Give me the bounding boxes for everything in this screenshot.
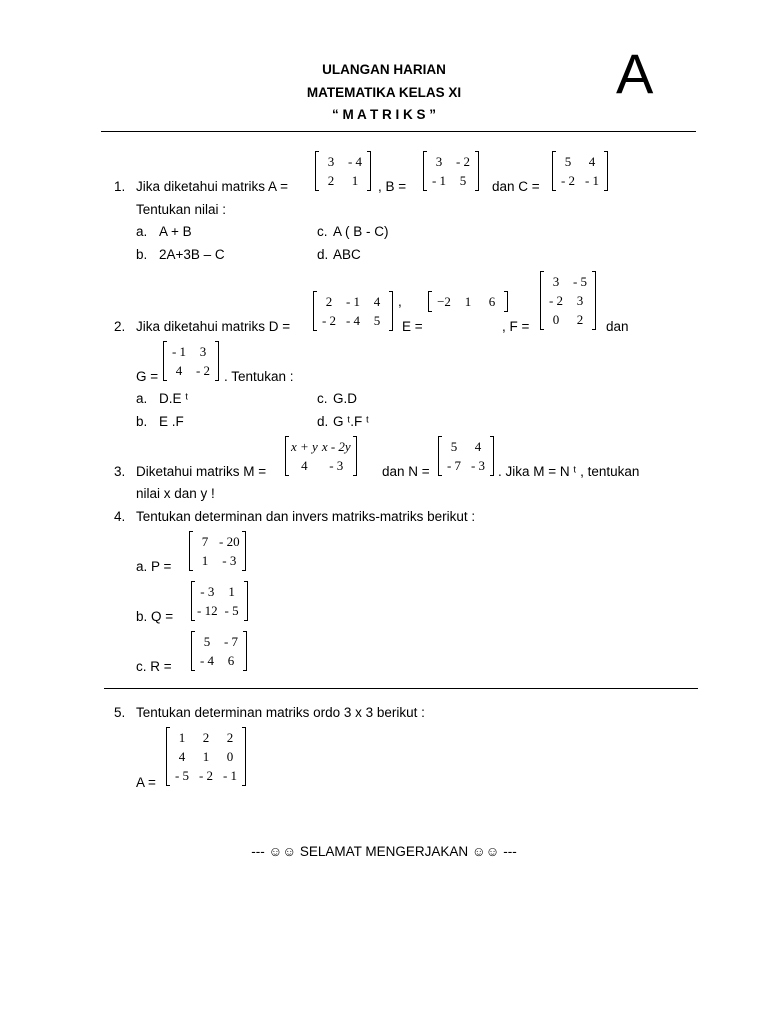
q1-option-a-letter: a. [136,224,148,239]
matrix-cell: 1 [178,730,186,745]
matrix-cell: x + y [291,439,318,454]
matrix-cell: 1 [228,584,235,599]
matrix-cell: - 3 [329,458,344,473]
matrix-cell: 2 [202,730,210,745]
matrix-cell: 2 [576,312,584,327]
matrix-cell: - 2 [548,293,564,308]
matrix-cell: - 2 [321,313,337,328]
matrix-cell: 3 [327,154,335,169]
q2-option-a-letter: a. [136,391,148,406]
matrix-cell: - 2 [455,154,471,169]
matrix-cell: 7 [201,534,209,549]
q1-option-b-text: 2A+3B – C [159,247,225,262]
q2-number: 2. [114,319,126,334]
q4-matrix-p [189,532,246,570]
q4-item-c-label: c. R = [136,659,172,674]
q4-number: 4. [114,509,126,524]
matrix-cell: 5 [459,173,467,188]
q1-matrix-a [315,152,371,190]
q4-text: Tentukan determinan dan invers matriks-matriks berikut : [136,509,476,524]
matrix-cell: 0 [226,749,234,764]
q4-matrix-q [191,582,248,620]
matrix-cell: 6 [488,294,496,309]
q1-option-b-letter: b. [136,247,148,262]
exam-variant: A [616,42,654,105]
q1-matrix-c [552,152,608,190]
q2-option-b-text: E .F [159,414,184,429]
q2-g-label: G = [136,369,159,384]
matrix-cell: 2 [226,730,234,745]
q5-matrix-a [166,728,246,785]
matrix-cell: - 2 [560,173,576,188]
q4-matrix-r [191,632,247,670]
matrix-cell: - 1 [222,768,238,783]
matrix-cell: - 1 [584,173,600,188]
q2-option-c-text: G.D [333,391,358,406]
matrix-cell: 3 [576,293,584,308]
q1-option-d-letter: d. [317,247,329,262]
q4-item-b-label: b. Q = [136,609,174,624]
q2-option-d-text: G ᵗ.F ᵗ [333,414,369,429]
matrix-cell: 4 [301,458,308,473]
matrix-cell: - 2 [198,768,214,783]
matrix-cell: 4 [588,154,596,169]
q2-matrix-d [313,292,393,330]
q2-matrix-e [428,292,508,311]
matrix-cell: - 5 [572,274,588,289]
matrix-cell: 5 [203,634,211,649]
exam-topic: “ M A T R I K S ” [332,107,436,122]
matrix-cell: - 7 [223,634,239,649]
matrix-cell: - 4 [345,313,361,328]
q3-matrix-m [285,437,357,475]
q1-option-a-text: A + B [159,224,192,239]
q2-option-d-letter: d. [317,414,329,429]
matrix-cell: 2 [325,294,333,309]
q4-item-a-label: a. P = [136,559,172,574]
q1-intro: Jika diketahui matriks A = [136,179,288,194]
matrix-cell: 1 [464,294,472,309]
matrix-cell: - 12 [197,603,218,618]
matrix-cell: - 1 [171,344,187,359]
q3-intro: Diketahui matriks M = [136,464,267,479]
q3-task-cont: nilai x dan y ! [136,486,215,501]
matrix-cell: 1 [351,173,359,188]
matrix-cell: 5 [450,439,458,454]
q3-number: 3. [114,464,126,479]
q1-number: 1. [114,179,126,194]
matrix-cell: 4 [474,439,482,454]
q1-option-d-text: ABC [333,247,361,262]
matrix-cell: 3 [435,154,443,169]
q1-c-label: dan C = [492,179,540,194]
q1-b-label: , B = [378,179,407,194]
matrix-cell: 5 [373,313,381,328]
matrix-cell: - 1 [345,294,361,309]
matrix-cell: 3 [552,274,560,289]
q3-task: . Jika M = N ᵗ , tentukan [498,464,640,479]
q5-text: Tentukan determinan matriks ordo 3 x 3 berikut : [136,705,425,720]
q2-comma: , [398,294,402,309]
q2-matrix-g [163,342,219,380]
matrix-cell: - 3 [222,553,237,568]
matrix-cell: 4 [373,294,381,309]
q2-option-c-letter: c. [317,391,328,406]
matrix-cell: 4 [178,749,186,764]
q2-f-label: , F = [502,319,530,334]
matrix-cell: x - 2y [321,439,351,454]
matrix-cell: 1 [202,749,210,764]
matrix-cell: 1 [201,553,209,568]
divider-top [101,131,696,132]
exam-subject: MATEMATIKA KELAS XI [306,85,462,100]
matrix-cell: 4 [175,363,183,378]
matrix-cell: - 5 [224,603,239,618]
closing-message: --- ☺☺ SELAMAT MENGERJAKAN ☺☺ --- [251,844,517,859]
matrix-cell: 6 [227,653,235,668]
matrix-cell: 2 [327,173,335,188]
q2-option-a-text: D.E ᵗ [159,391,189,406]
q2-option-b-letter: b. [136,414,148,429]
q1-task: Tentukan nilai : [136,202,227,217]
matrix-cell: - 1 [431,173,447,188]
matrix-cell: 5 [564,154,572,169]
q2-dan: dan [606,319,629,334]
matrix-cell: −2 [437,294,451,309]
q2-matrix-f [540,272,596,329]
q5-number: 5. [114,705,126,720]
matrix-cell: - 5 [174,768,190,783]
exam-title: ULANGAN HARIAN [322,62,446,77]
matrix-cell: - 3 [470,458,486,473]
q2-intro: Jika diketahui matriks D = [136,319,291,334]
matrix-cell: - 3 [200,584,215,599]
q3-matrix-n [438,437,494,475]
matrix-cell: - 4 [347,154,363,169]
matrix-cell: 0 [552,312,560,327]
q1-option-c-text: A ( B - C) [333,224,389,239]
q1-matrix-b [423,152,479,190]
q2-task: . Tentukan : [224,369,294,384]
q5-a-label: A = [136,775,156,790]
matrix-cell: - 4 [199,653,215,668]
matrix-cell: - 20 [219,534,240,549]
divider-middle [104,688,698,689]
q3-n-label: dan N = [382,464,430,479]
q1-option-c-letter: c. [317,224,328,239]
matrix-cell: - 7 [446,458,462,473]
matrix-cell: - 2 [195,363,211,378]
q2-e-label: E = [402,319,423,334]
matrix-cell: 3 [199,344,207,359]
